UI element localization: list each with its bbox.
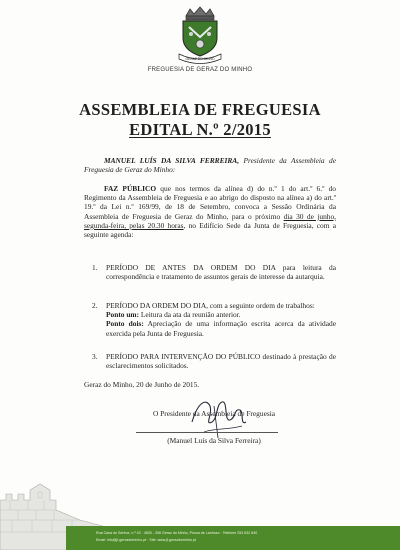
agenda-item-number: 2. <box>92 301 98 310</box>
svg-text:GERAZ DO MINHO: GERAZ DO MINHO <box>185 57 215 61</box>
agenda-item-2 <box>92 301 336 338</box>
president-name: MANUEL LUÍS DA SILVA FERREIRA, <box>104 156 240 165</box>
agenda-item-1 <box>92 263 336 282</box>
main-paragraph <box>84 184 336 239</box>
signature-line <box>136 432 278 433</box>
handwritten-signature-icon <box>184 392 254 442</box>
agenda-item-number: 1. <box>92 263 98 272</box>
agenda-item-text: PERÍODO DE ANTES DA ORDEM DO DIA para leitura da correspondência e tratamento de assuntos gerais de interesse da autarquia. <box>106 263 336 282</box>
agenda-item-3 <box>92 352 336 371</box>
session-date-time: dia 30 de junho, segunda-feira, pelas 20.30 horas <box>84 211 337 230</box>
point-label: Ponto um: <box>106 310 140 320</box>
point-label: Ponto dois: <box>106 319 144 329</box>
agenda-item-text: PERÍODO DA ORDEM DO DIA, com a seguinte ordem de trabalhos: <box>106 301 315 310</box>
agenda-item-text: PERÍODO PARA INTERVENÇÃO DO PÚBLICO destinado à prestação de esclarecimentos solicitados. <box>106 352 336 371</box>
agenda-item-number: 3. <box>92 352 98 361</box>
parish-name: FREGUESIA DE GERAZ DO MINHO <box>147 67 253 73</box>
footer-contacts: Email: info@jf-gerazdominho.pt · Site: www.jf-gerazdominho.pt <box>96 538 196 542</box>
agenda-point-2 <box>106 319 336 337</box>
point-text: Leitura da ata da reunião anterior. <box>139 310 241 320</box>
parish-crest-icon <box>176 6 224 64</box>
point-text: Apreciação de uma informação escrita acerca da atividade exercida pela Junta de Freguesia. <box>106 319 336 338</box>
president-role: Presidente da Assembleia de Freguesia de Geraz do Minho: <box>84 156 336 175</box>
agenda-point-1 <box>106 310 336 319</box>
footer-address: Rua Casa do Senhor, n.º 43 · 4830 - 306 Geraz do Minho, Póvoa de Lanhoso · Telefone 253 632 840 <box>96 531 258 535</box>
main-text-1: que nos termos da alínea d) do n.º 1 do art.º 6.º do Regimento da Assembleia de Freguesia e ao abrigo do disposto na alínea a) do art.º 19.º da Lei n.º 169/99, de 18 de Setembro, convoca a Sessão Ordinária da Assembleia de Freguesia de Geraz do Minho, para o próximo <box>84 184 336 221</box>
edital-number: EDITAL N.º 2/2015 <box>129 120 271 139</box>
main-text-2: , no Edifício Sede da Junta de Freguesia, com a seguinte agenda: <box>84 220 336 240</box>
document-date: Geraz do Minho, 20 de Junho de 2015. <box>84 380 200 389</box>
document-title: ASSEMBLEIA DE FREGUESIA <box>79 100 321 119</box>
signatory-role: O Presidente da Assembleia de Freguesia <box>152 409 276 418</box>
signatory-name: (Manuel Luís da Silva Ferreira) <box>167 436 261 445</box>
intro-paragraph <box>84 156 336 174</box>
faz-publico: FAZ PÚBLICO <box>104 184 157 193</box>
